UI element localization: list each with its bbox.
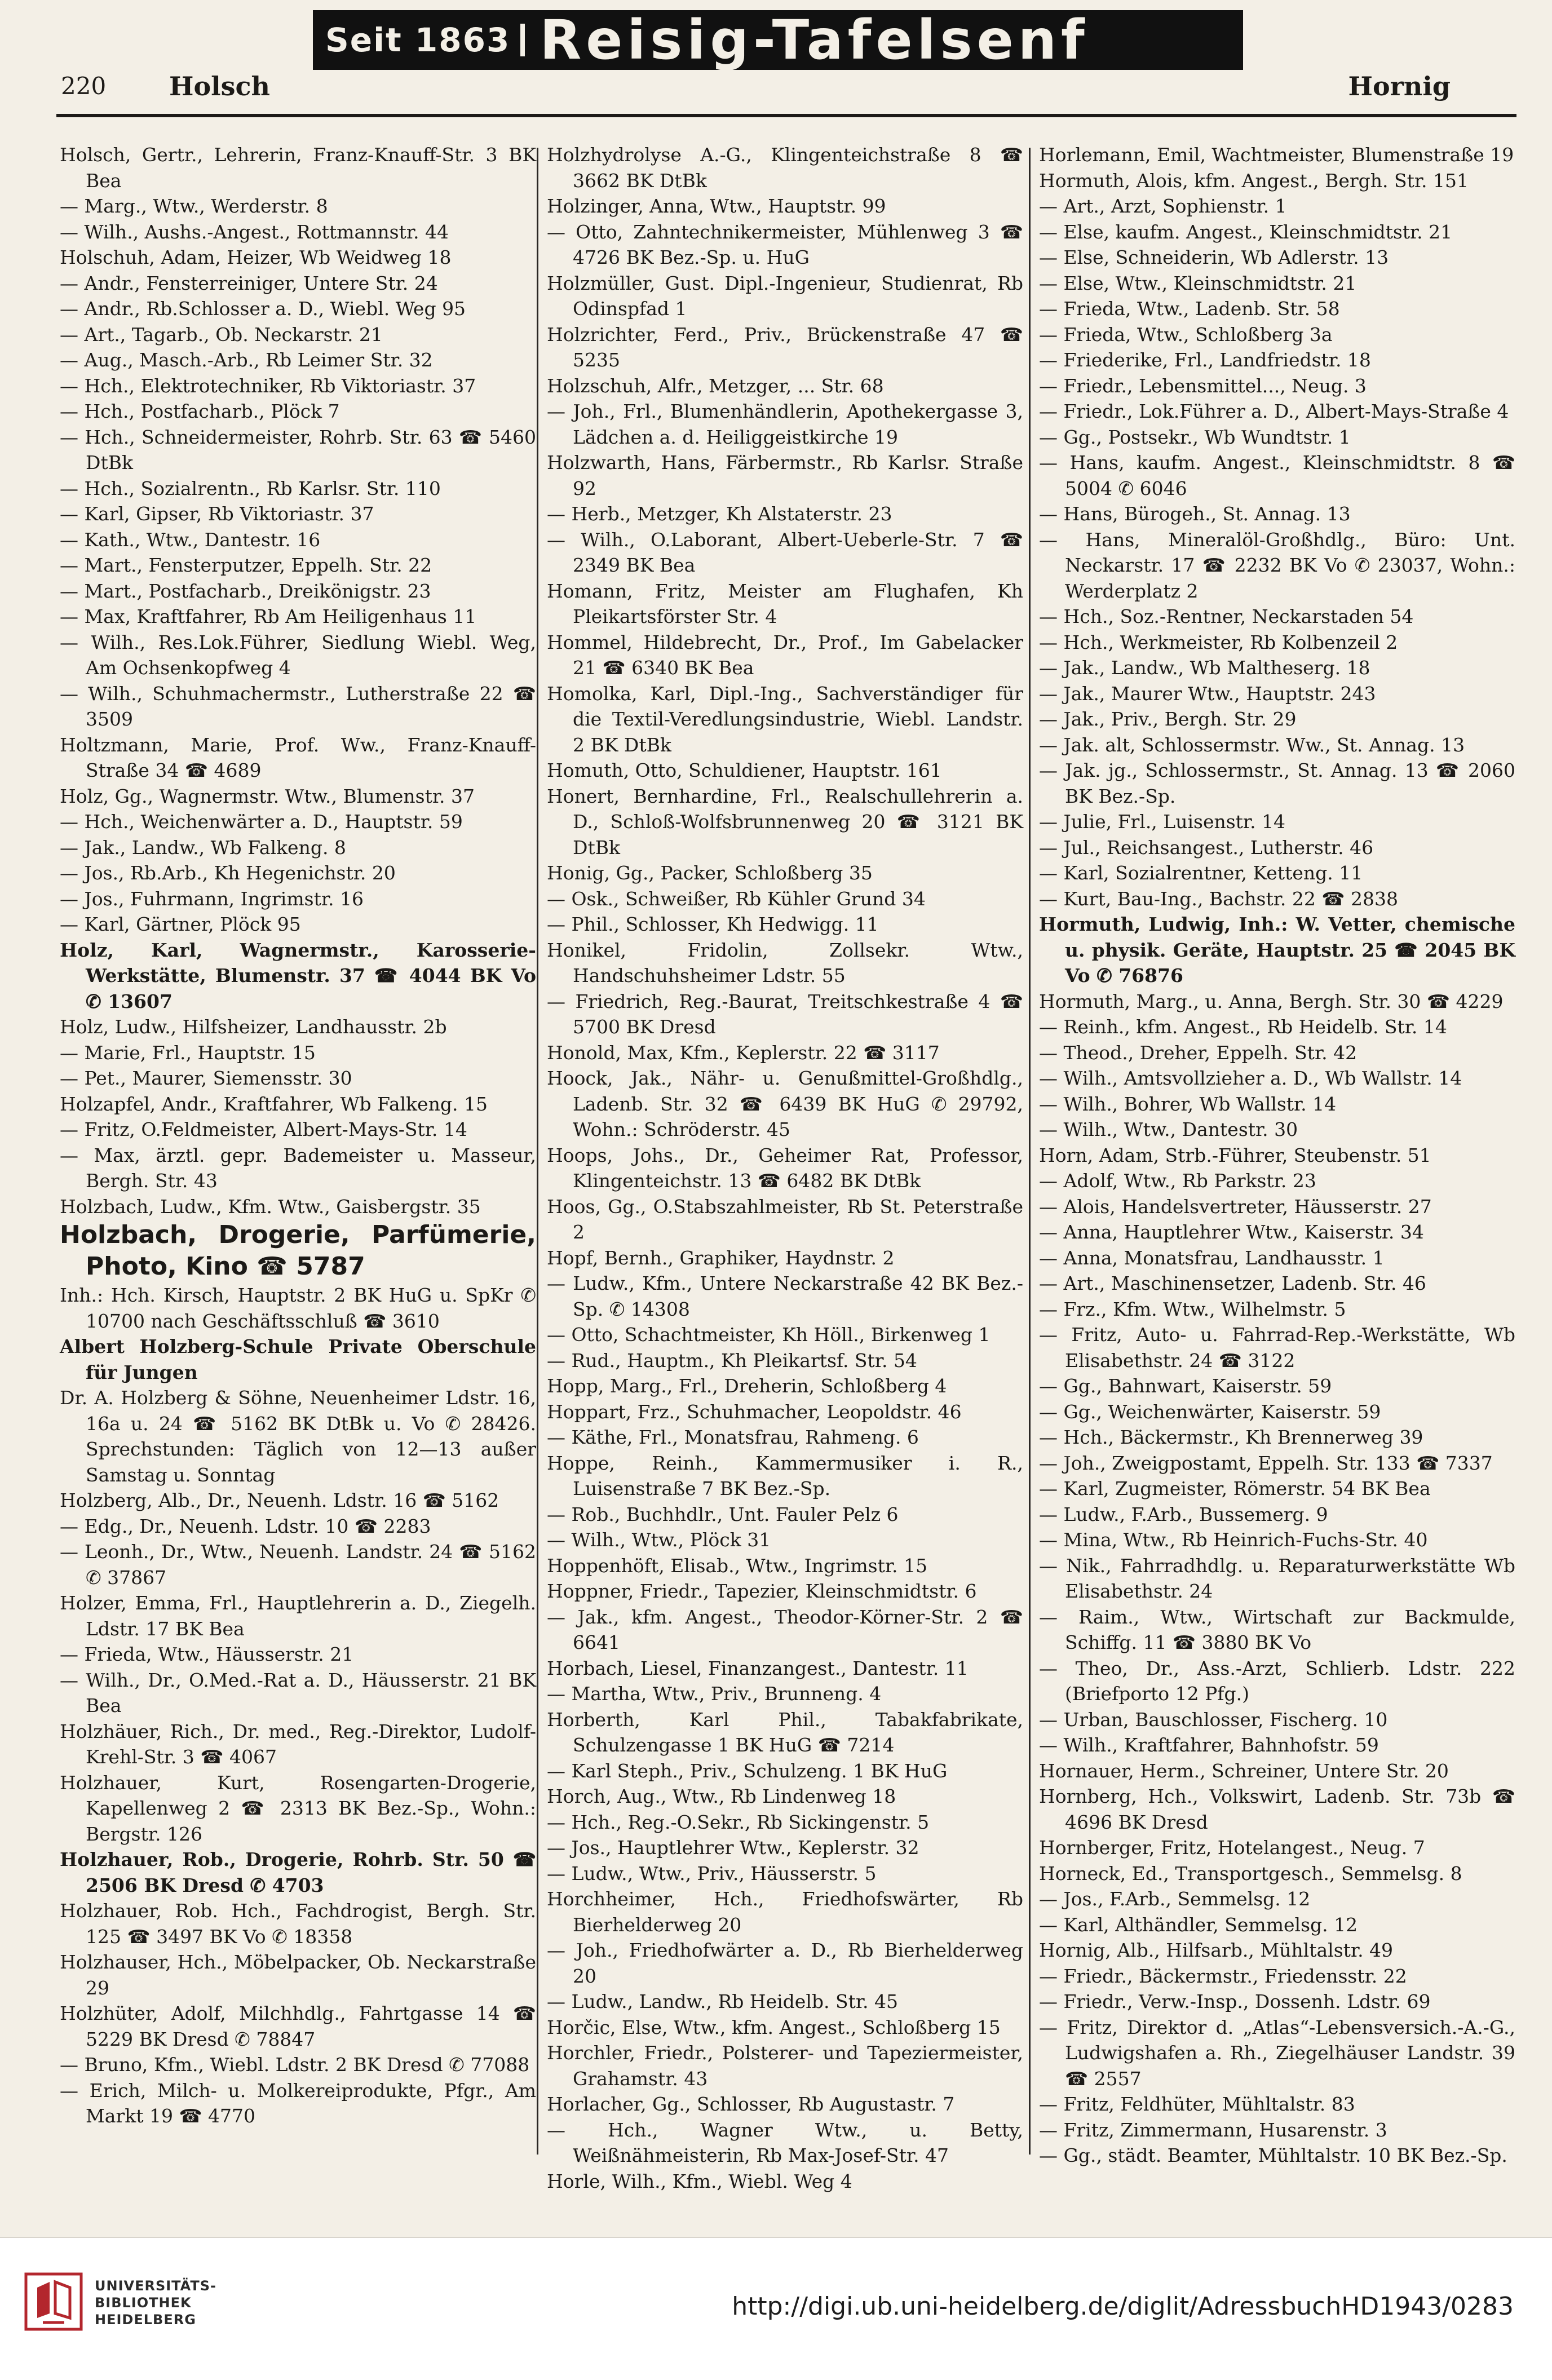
directory-entry: — Karl, Althändler, Semmelsg. 12 — [1039, 1913, 1358, 1936]
directory-entry: — Kurt, Bau-Ing., Bachstr. 22 ☎ 2838 — [1039, 887, 1398, 910]
directory-entry: Holtzmann, Marie, Prof. Ww., Franz-Knauff-Straße 34 ☎ 4689 — [60, 733, 536, 781]
source-url-link[interactable]: http://digi.ub.uni-heidelberg.de/diglit/AdressbuchHD1943/0283 — [732, 2292, 1514, 2321]
directory-entry: Hopf, Bernh., Graphiker, Haydnstr. 2 — [547, 1246, 895, 1269]
directory-entry: — Ludw., Landw., Rb Heidelb. Str. 45 — [547, 1990, 898, 2012]
directory-entry: — Karl, Zugmeister, Römerstr. 54 BK Bea — [1039, 1477, 1431, 1499]
directory-entry: Hoock, Jak., Nähr- u. Genußmittel-Großhdlg., Ladenb. Str. 32 ☎ 6439 BK HuG ✆ 29792, Wohn.: Schröderstr. 45 — [547, 1067, 1023, 1140]
directory-entry: — Jak., kfm. Angest., Theodor-Körner-Str. 2 ☎ 6641 — [547, 1605, 1023, 1653]
directory-entry: — Fritz, O.Feldmeister, Albert-Mays-Str. 14 — [60, 1118, 467, 1140]
directory-entry: Horchler, Friedr., Polsterer- und Tapeziermeister, Grahamstr. 43 — [547, 2042, 1023, 2090]
library-name-line: HEIDELBERG — [95, 2312, 196, 2328]
directory-entry: — Ludw., Wtw., Priv., Häusserstr. 5 — [547, 1862, 877, 1884]
directory-entry: — Else, Wtw., Kleinschmidtstr. 21 — [1039, 272, 1357, 294]
directory-entry: Honikel, Fridolin, Zollsekr. Wtw., Handschuhsheimer Ldstr. 55 — [547, 939, 1023, 986]
directory-entry: Honold, Max, Kfm., Keplerstr. 22 ☎ 3117 — [547, 1041, 940, 1064]
column-middle — [547, 142, 1023, 2192]
directory-entry: — Fritz, Feldhüter, Mühltalstr. 83 — [1039, 2093, 1355, 2115]
directory-entry: — Wilh., Kraftfahrer, Bahnhofstr. 59 — [1039, 1734, 1379, 1756]
directory-entry: Horle, Wilh., Kfm., Wiebl. Weg 4 — [547, 2170, 852, 2192]
directory-entry: — Else, kaufm. Angest., Kleinschmidtstr. 21 — [1039, 220, 1453, 243]
directory-entry: Hoppner, Friedr., Tapezier, Kleinschmidtstr. 6 — [547, 1580, 977, 1602]
directory-entry: — Wilh., Schuhmachermstr., Lutherstraße 22 ☎ 3509 — [60, 682, 536, 730]
directory-entry: — Kath., Wtw., Dantestr. 16 — [60, 528, 321, 551]
directory-entry: — Hch., Schneidermeister, Rohrb. Str. 63 ☎ 5460 DtBk — [60, 426, 536, 474]
directory-entry: — Max, ärztl. gepr. Bademeister u. Masseur, Bergh. Str. 43 — [60, 1144, 536, 1192]
directory-entry: — Gg., Postsekr., Wb Wundtstr. 1 — [1039, 426, 1351, 448]
directory-entry: Horch, Aug., Wtw., Rb Lindenweg 18 — [547, 1785, 896, 1807]
directory-entry: — Theod., Dreher, Eppelh. Str. 42 — [1039, 1041, 1358, 1064]
directory-entry: Holschuh, Adam, Heizer, Wb Weidweg 18 — [60, 246, 452, 268]
directory-entry: — Hans, Bürogeh., St. Annag. 13 — [1039, 503, 1351, 525]
directory-entry: Horchheimer, Hch., Friedhofswärter, Rb Bierhelderweg 20 — [547, 1888, 1023, 1936]
directory-entry: — Max, Kraftfahrer, Rb Am Heiligenhaus 11 — [60, 605, 477, 627]
directory-entry: Hoppe, Reinh., Kammermusiker i. R., Luisenstraße 7 BK Bez.-Sp. — [547, 1452, 1023, 1499]
directory-entry: — Else, Schneiderin, Wb Adlerstr. 13 — [1039, 246, 1389, 268]
directory-entry: — Jak., Maurer Wtw., Hauptstr. 243 — [1039, 682, 1376, 705]
directory-entry: Horneck, Ed., Transportgesch., Semmelsg. 8 — [1039, 1862, 1462, 1884]
directory-entry: — Friedrich, Reg.-Baurat, Treitschkestraße 4 ☎ 5700 BK Dresd — [547, 990, 1023, 1038]
directory-entry: Hoops, Johs., Dr., Geheimer Rat, Professor, Klingenteichstr. 13 ☎ 6482 BK DtBk — [547, 1144, 1023, 1192]
directory-entry: — Wilh., Dr., O.Med.-Rat a. D., Häusserstr. 21 BK Bea — [60, 1669, 536, 1717]
directory-entry: Horlemann, Emil, Wachtmeister, Blumenstraße 19 — [1039, 144, 1514, 166]
library-footer — [0, 2237, 1552, 2380]
running-head-left: Holsch — [169, 71, 270, 101]
library-name — [95, 2277, 216, 2328]
directory-entry: Holzbach, Drogerie, Parfümerie, Photo, Kino ☎ 5787 — [60, 1220, 536, 1281]
library-logo-icon — [23, 2271, 85, 2333]
running-head-right: Hornig — [1348, 71, 1451, 101]
directory-entry: Holzwarth, Hans, Färbermstr., Rb Karlsr. Straße 92 — [547, 452, 1023, 499]
directory-entry: Horbach, Liesel, Finanzangest., Dantestr. 11 — [547, 1657, 969, 1679]
directory-entry: — Aug., Masch.-Arb., Rb Leimer Str. 32 — [60, 349, 433, 371]
directory-entry: — Mina, Wtw., Rb Heinrich-Fuchs-Str. 40 — [1039, 1529, 1428, 1551]
directory-entry: — Friedr., Verw.-Insp., Dossenh. Ldstr. 69 — [1039, 1990, 1431, 2012]
directory-entry: — Jos., Hauptlehrer Wtw., Keplerstr. 32 — [547, 1837, 919, 1859]
directory-entry: Homolka, Karl, Dipl.-Ing., Sachverständiger für die Textil-Veredlungsindustrie, Wiebl. Landstr. 2 BK DtBk — [547, 682, 1023, 756]
directory-entry: Hornauer, Herm., Schreiner, Untere Str. 20 — [1039, 1759, 1449, 1782]
directory-entry: — Adolf, Wtw., Rb Parkstr. 23 — [1039, 1170, 1316, 1192]
directory-entry: — Art., Arzt, Sophienstr. 1 — [1039, 195, 1287, 217]
directory-entry: — Jul., Reichsangest., Lutherstr. 46 — [1039, 836, 1374, 859]
directory-entry: — Anna, Monatsfrau, Landhausstr. 1 — [1039, 1246, 1385, 1269]
directory-entry: — Fritz, Zimmermann, Husarenstr. 3 — [1039, 2118, 1387, 2141]
directory-entry: Homuth, Otto, Schuldiener, Hauptstr. 161 — [547, 759, 942, 781]
directory-entry: — Gg., städt. Beamter, Mühltalstr. 10 BK Bez.-Sp. — [1039, 2144, 1507, 2166]
directory-entry: — Hans, kaufm. Angest., Kleinschmidtstr. 8 ☎ 5004 ✆ 6046 — [1039, 452, 1515, 499]
directory-entry: — Jos., F.Arb., Semmelsg. 12 — [1039, 1888, 1311, 1910]
directory-entry: — Frieda, Wtw., Ladenb. Str. 58 — [1039, 298, 1340, 320]
directory-entry: — Wilh., Res.Lok.Führer, Siedlung Wiebl. Weg, Am Ochsenkopfweg 4 — [60, 631, 536, 679]
directory-entry: — Hch., Sozialrentn., Rb Karlsr. Str. 110 — [60, 477, 441, 499]
directory-entry: Holzhydrolyse A.-G., Klingenteichstraße 8 ☎ 3662 BK DtBk — [547, 144, 1023, 192]
directory-entry: — Theo, Dr., Ass.-Arzt, Schlierb. Ldstr. 222 (Briefporto 12 Pfg.) — [1039, 1657, 1515, 1705]
directory-entry: — Wilh., Aushs.-Angest., Rottmannstr. 44 — [60, 220, 449, 243]
directory-entry: — Otto, Zahntechnikermeister, Mühlenweg 3 ☎ 4726 BK Bez.-Sp. u. HuG — [547, 220, 1023, 268]
directory-entry: — Andr., Rb.Schlosser a. D., Wiebl. Weg 95 — [60, 298, 466, 320]
directory-entry: — Frz., Kfm. Wtw., Wilhelmstr. 5 — [1039, 1298, 1346, 1320]
directory-entry: Horčic, Else, Wtw., kfm. Angest., Schloßberg 15 — [547, 2016, 1001, 2038]
directory-entry: Horberth, Karl Phil., Tabakfabrikate, Schulzengasse 1 BK HuG ☎ 7214 — [547, 1708, 1023, 1756]
page-number: 220 — [61, 72, 107, 100]
directory-entry: Hornig, Alb., Hilfsarb., Mühltalstr. 49 — [1039, 1939, 1394, 1961]
directory-entry: — Jak., Landw., Wb Falkeng. 8 — [60, 836, 346, 859]
directory-entry: — Frieda, Wtw., Schloßberg 3a — [1039, 323, 1333, 346]
directory-entry: — Erich, Milch- u. Molkereiprodukte, Pfgr., Am Markt 19 ☎ 4770 — [60, 2079, 536, 2127]
directory-entry: — Hch., Bäckermstr., Kh Brennerweg 39 — [1039, 1426, 1423, 1448]
header-rule — [56, 114, 1516, 117]
directory-entry: Hornberger, Fritz, Hotelangest., Neug. 7 — [1039, 1837, 1425, 1859]
directory-entry: — Hch., Soz.-Rentner, Neckarstaden 54 — [1039, 605, 1414, 627]
directory-entry: Hormuth, Alois, kfm. Angest., Bergh. Str. 151 — [1039, 169, 1469, 192]
directory-entry: Hopp, Marg., Frl., Dreherin, Schloßberg 4 — [547, 1375, 947, 1397]
directory-entry: — Leonh., Dr., Wtw., Neuenh. Landstr. 24 ☎ 5162 ✆ 37867 — [60, 1541, 536, 1589]
directory-entry: — Jos., Fuhrmann, Ingrimstr. 16 — [60, 887, 364, 910]
directory-entry: Hormuth, Marg., u. Anna, Bergh. Str. 30 ☎ 4229 — [1039, 990, 1504, 1012]
directory-entry: — Art., Maschinensetzer, Ladenb. Str. 46 — [1039, 1272, 1426, 1294]
directory-entry: — Joh., Friedhofwärter a. D., Rb Bierhelderweg 20 — [547, 1939, 1023, 1987]
directory-entry: — Julie, Frl., Luisenstr. 14 — [1039, 811, 1286, 833]
directory-entry: — Otto, Schachtmeister, Kh Höll., Birkenweg 1 — [547, 1324, 991, 1346]
advertisement-banner — [313, 10, 1243, 70]
directory-entry: — Friedr., Bäckermstr., Friedensstr. 22 — [1039, 1965, 1407, 1987]
directory-entry: — Wilh., Wtw., Dantestr. 30 — [1039, 1118, 1298, 1140]
directory-entry: Holzhäuer, Rich., Dr. med., Reg.-Direktor, Ludolf-Krehl-Str. 3 ☎ 4067 — [60, 1720, 536, 1768]
directory-entry: Dr. A. Holzberg & Söhne, Neuenheimer Ldstr. 16, 16a u. 24 ☎ 5162 BK DtBk u. Vo ✆ 28426. Sprechstunden: Täglich von 12—13 außer Samstag u. Sonntag — [60, 1387, 536, 1486]
directory-entry: — Phil., Schlosser, Kh Hedwigg. 11 — [547, 913, 879, 935]
column-divider — [1029, 148, 1031, 2155]
directory-entry: — Hch., Wagner Wtw., u. Betty, Weißnähmeisterin, Rb Max-Josef-Str. 47 — [547, 2118, 1023, 2166]
directory-entry: Hoppenhöft, Elisab., Wtw., Ingrimstr. 15 — [547, 1554, 927, 1577]
directory-entry: — Fritz, Auto- u. Fahrrad-Rep.-Werkstätte, Wb Elisabethstr. 24 ☎ 3122 — [1039, 1324, 1515, 1372]
directory-entry: — Rob., Buchhdlr., Unt. Fauler Pelz 6 — [547, 1503, 899, 1525]
directory-entry: Albert Holzberg-Schule Private Oberschule für Jungen — [60, 1335, 536, 1383]
directory-entry: — Hch., Elektrotechniker, Rb Viktoriastr. 37 — [60, 374, 476, 397]
directory-entry: — Herb., Metzger, Kh Alstaterstr. 23 — [547, 503, 892, 525]
directory-entry: Holzhüter, Adolf, Milchhdlg., Fahrtgasse 14 ☎ 5229 BK Dresd ✆ 78847 — [60, 2002, 536, 2050]
directory-entry: — Bruno, Kfm., Wiebl. Ldstr. 2 BK Dresd ✆ 77088 — [60, 2054, 530, 2076]
directory-entry: — Marg., Wtw., Werderstr. 8 — [60, 195, 328, 217]
directory-entry: — Wilh., Wtw., Plöck 31 — [547, 1529, 771, 1551]
directory-entry: — Marie, Frl., Hauptstr. 15 — [60, 1041, 316, 1064]
directory-entry: — Pet., Maurer, Siemensstr. 30 — [60, 1067, 352, 1089]
directory-entry: — Anna, Hauptlehrer Wtw., Kaiserstr. 34 — [1039, 1221, 1424, 1243]
directory-entry: — Jos., Rb.Arb., Kh Hegenichstr. 20 — [60, 862, 396, 884]
directory-entry: Holzberg, Alb., Dr., Neuenh. Ldstr. 16 ☎ 5162 — [60, 1489, 499, 1511]
directory-entry: Hommel, Hildebrecht, Dr., Prof., Im Gabelacker 21 ☎ 6340 BK Bea — [547, 631, 1023, 679]
directory-entry: Holzhauer, Kurt, Rosengarten-Drogerie, Kapellenweg 2 ☎ 2313 BK Bez.-Sp., Wohn.: Bergstr. 126 — [60, 1771, 536, 1845]
directory-entry: — Karl, Gärtner, Plöck 95 — [60, 913, 301, 935]
directory-entry: — Friedr., Lok.Führer a. D., Albert-Mays-Straße 4 — [1039, 400, 1509, 422]
directory-entry: Holzrichter, Ferd., Priv., Brückenstraße 47 ☎ 5235 — [547, 323, 1023, 371]
directory-entry: Inh.: Hch. Kirsch, Hauptstr. 2 BK HuG u. SpKr ✆ 10700 nach Geschäftsschluß ☎ 3610 — [60, 1284, 536, 1332]
directory-entry: — Joh., Frl., Blumenhändlerin, Apothekergasse 3, Lädchen a. d. Heiliggeistkirche 19 — [547, 400, 1023, 448]
directory-entry: — Art., Tagarb., Ob. Neckarstr. 21 — [60, 323, 383, 346]
directory-entry: — Edg., Dr., Neuenh. Ldstr. 10 ☎ 2283 — [60, 1515, 431, 1537]
directory-entry: Holzapfel, Andr., Kraftfahrer, Wb Falkeng. 15 — [60, 1092, 488, 1115]
directory-entry: Horn, Adam, Strb.-Führer, Steubenstr. 51 — [1039, 1144, 1431, 1166]
directory-entry: — Hch., Werkmeister, Rb Kolbenzeil 2 — [1039, 631, 1398, 653]
directory-entry: — Friedr., Lebensmittel..., Neug. 3 — [1039, 374, 1367, 397]
library-name-line: BIBLIOTHEK — [95, 2295, 192, 2311]
directory-entry: — Jak., Landw., Wb Maltheserg. 18 — [1039, 657, 1370, 679]
directory-entry: Hoppart, Frz., Schuhmacher, Leopoldstr. 46 — [547, 1400, 962, 1423]
directory-entry: — Ludw., F.Arb., Bussemerg. 9 — [1039, 1503, 1328, 1525]
directory-entry: Holsch, Gertr., Lehrerin, Franz-Knauff-Str. 3 BK Bea — [60, 144, 536, 192]
directory-entry: — Fritz, Direktor d. „Atlas“-Lebensversich.-A.-G., Ludwigshafen a. Rh., Ziegelhäuser Landstr. 39 ☎ 2557 — [1039, 2016, 1515, 2090]
directory-entry: Holz, Karl, Wagnermstr., Karosserie-Werkstätte, Blumenstr. 37 ☎ 4044 BK Vo ✆ 13607 — [60, 939, 536, 1012]
directory-entry: Honert, Bernhardine, Frl., Realschullehrerin a. D., Schloß-Wolfsbrunnenweg 20 ☎ 3121 BK DtBk — [547, 785, 1023, 859]
directory-entry: Holz, Ludw., Hilfsheizer, Landhausstr. 2b — [60, 1016, 447, 1038]
directory-entry: — Karl, Sozialrentner, Ketteng. 11 — [1039, 862, 1363, 884]
directory-entry: Hornberg, Hch., Volkswirt, Ladenb. Str. 73b ☎ 4696 BK Dresd — [1039, 1785, 1515, 1833]
column-divider — [537, 148, 538, 2155]
directory-entry: — Raim., Wtw., Wirtschaft zur Backmulde, Schiffg. 11 ☎ 3880 BK Vo — [1039, 1605, 1515, 1653]
directory-entry: — Osk., Schweißer, Rb Kühler Grund 34 — [547, 887, 926, 910]
column-left — [60, 142, 536, 2160]
library-name-line: UNIVERSITÄTS- — [95, 2278, 217, 2294]
directory-entry: Homann, Fritz, Meister am Flughafen, Kh Pleikartsförster Str. 4 — [547, 579, 1023, 627]
directory-entry: — Jak. jg., Schlossermstr., St. Annag. 13 ☎ 2060 BK Bez.-Sp. — [1039, 759, 1515, 807]
column-right — [1039, 142, 1515, 2166]
directory-entry: — Wilh., Bohrer, Wb Wallstr. 14 — [1039, 1092, 1337, 1115]
directory-entry: Hormuth, Ludwig, Inh.: W. Vetter, chemische u. physik. Geräte, Hauptstr. 25 ☎ 2045 BK Vo ✆ 76876 — [1039, 913, 1515, 986]
directory-entry: — Karl Steph., Priv., Schulzeng. 1 BK HuG — [547, 1759, 948, 1782]
banner-since: Seit 1863 — [325, 24, 525, 56]
directory-entry: Horlacher, Gg., Schlosser, Rb Augustastr. 7 — [547, 2093, 955, 2115]
directory-entry: Holzinger, Anna, Wtw., Hauptstr. 99 — [547, 195, 886, 217]
directory-entry: — Wilh., O.Laborant, Albert-Ueberle-Str. 7 ☎ 2349 BK Bea — [547, 528, 1023, 576]
directory-entry: — Jak., Priv., Bergh. Str. 29 — [1039, 708, 1297, 730]
directory-entry: — Joh., Zweigpostamt, Eppelh. Str. 133 ☎ 7337 — [1039, 1452, 1493, 1474]
directory-entry: Holzmüller, Gust. Dipl.-Ingenieur, Studienrat, Rb Odinspfad 1 — [547, 272, 1023, 320]
directory-entry: — Wilh., Amtsvollzieher a. D., Wb Wallstr. 14 — [1039, 1067, 1462, 1089]
directory-entry: Honig, Gg., Packer, Schloßberg 35 — [547, 862, 873, 884]
banner-brand: Reisig-Tafelsenf — [540, 8, 1089, 72]
directory-entry: — Reinh., kfm. Angest., Rb Heidelb. Str. 14 — [1039, 1016, 1447, 1038]
directory-entry: — Gg., Bahnwart, Kaiserstr. 59 — [1039, 1375, 1332, 1397]
directory-entry: Holzhauser, Hch., Möbelpacker, Ob. Neckarstraße 29 — [60, 1951, 536, 1999]
directory-entry: — Hch., Reg.-O.Sekr., Rb Sickingenstr. 5 — [547, 1811, 930, 1833]
directory-entry: Holzbach, Ludw., Kfm. Wtw., Gaisbergstr. 35 — [60, 1195, 481, 1218]
directory-entry: — Martha, Wtw., Priv., Brunneng. 4 — [547, 1683, 882, 1705]
directory-entry: Holzhauer, Rob., Drogerie, Rohrb. Str. 50 ☎ 2506 BK Dresd ✆ 4703 — [60, 1848, 536, 1896]
directory-entry: — Hch., Postfacharb., Plöck 7 — [60, 400, 340, 422]
directory-entry: — Mart., Fensterputzer, Eppelh. Str. 22 — [60, 554, 432, 576]
directory-entry: — Gg., Weichenwärter, Kaiserstr. 59 — [1039, 1400, 1381, 1423]
directory-entry: — Hch., Weichenwärter a. D., Hauptstr. 59 — [60, 811, 463, 833]
directory-entry: — Ludw., Kfm., Untere Neckarstraße 42 BK Bez.-Sp. ✆ 14308 — [547, 1272, 1023, 1320]
directory-entry: — Mart., Postfacharb., Dreikönigstr. 23 — [60, 579, 431, 602]
directory-entry: Holzhauer, Rob. Hch., Fachdrogist, Bergh. Str. 125 ☎ 3497 BK Vo ✆ 18358 — [60, 1900, 536, 1948]
directory-entry: Holz, Gg., Wagnermstr. Wtw., Blumenstr. 37 — [60, 785, 475, 807]
directory-entry: — Käthe, Frl., Monatsfrau, Rahmeng. 6 — [547, 1426, 919, 1448]
directory-entry: — Jak. alt, Schlossermstr. Ww., St. Annag. 13 — [1039, 733, 1465, 756]
directory-entry: — Andr., Fensterreiniger, Untere Str. 24 — [60, 272, 438, 294]
directory-entry: Holzer, Emma, Frl., Hauptlehrerin a. D., Ziegelh. Ldstr. 17 BK Bea — [60, 1592, 536, 1640]
directory-entry: Holzschuh, Alfr., Metzger, ... Str. 68 — [547, 374, 884, 397]
directory-entry: — Frieda, Wtw., Häusserstr. 21 — [60, 1643, 354, 1665]
directory-entry: — Friederike, Frl., Landfriedstr. 18 — [1039, 349, 1371, 371]
directory-entry: — Rud., Hauptm., Kh Pleikartsf. Str. 54 — [547, 1349, 917, 1372]
directory-entry: — Urban, Bauschlosser, Fischerg. 10 — [1039, 1708, 1388, 1731]
directory-entry: — Hans, Mineralöl-Großhdlg., Büro: Unt. Neckarstr. 17 ☎ 2232 BK Vo ✆ 23037, Wohn.: Werderplatz 2 — [1039, 528, 1515, 602]
directory-entry: Hoos, Gg., O.Stabszahlmeister, Rb St. Peterstraße 2 — [547, 1195, 1023, 1243]
directory-entry: — Nik., Fahrradhdlg. u. Reparaturwerkstätte Wb Elisabethstr. 24 — [1039, 1554, 1515, 1602]
directory-entry: — Alois, Handelsvertreter, Häusserstr. 27 — [1039, 1195, 1432, 1218]
directory-entry: — Karl, Gipser, Rb Viktoriastr. 37 — [60, 503, 374, 525]
